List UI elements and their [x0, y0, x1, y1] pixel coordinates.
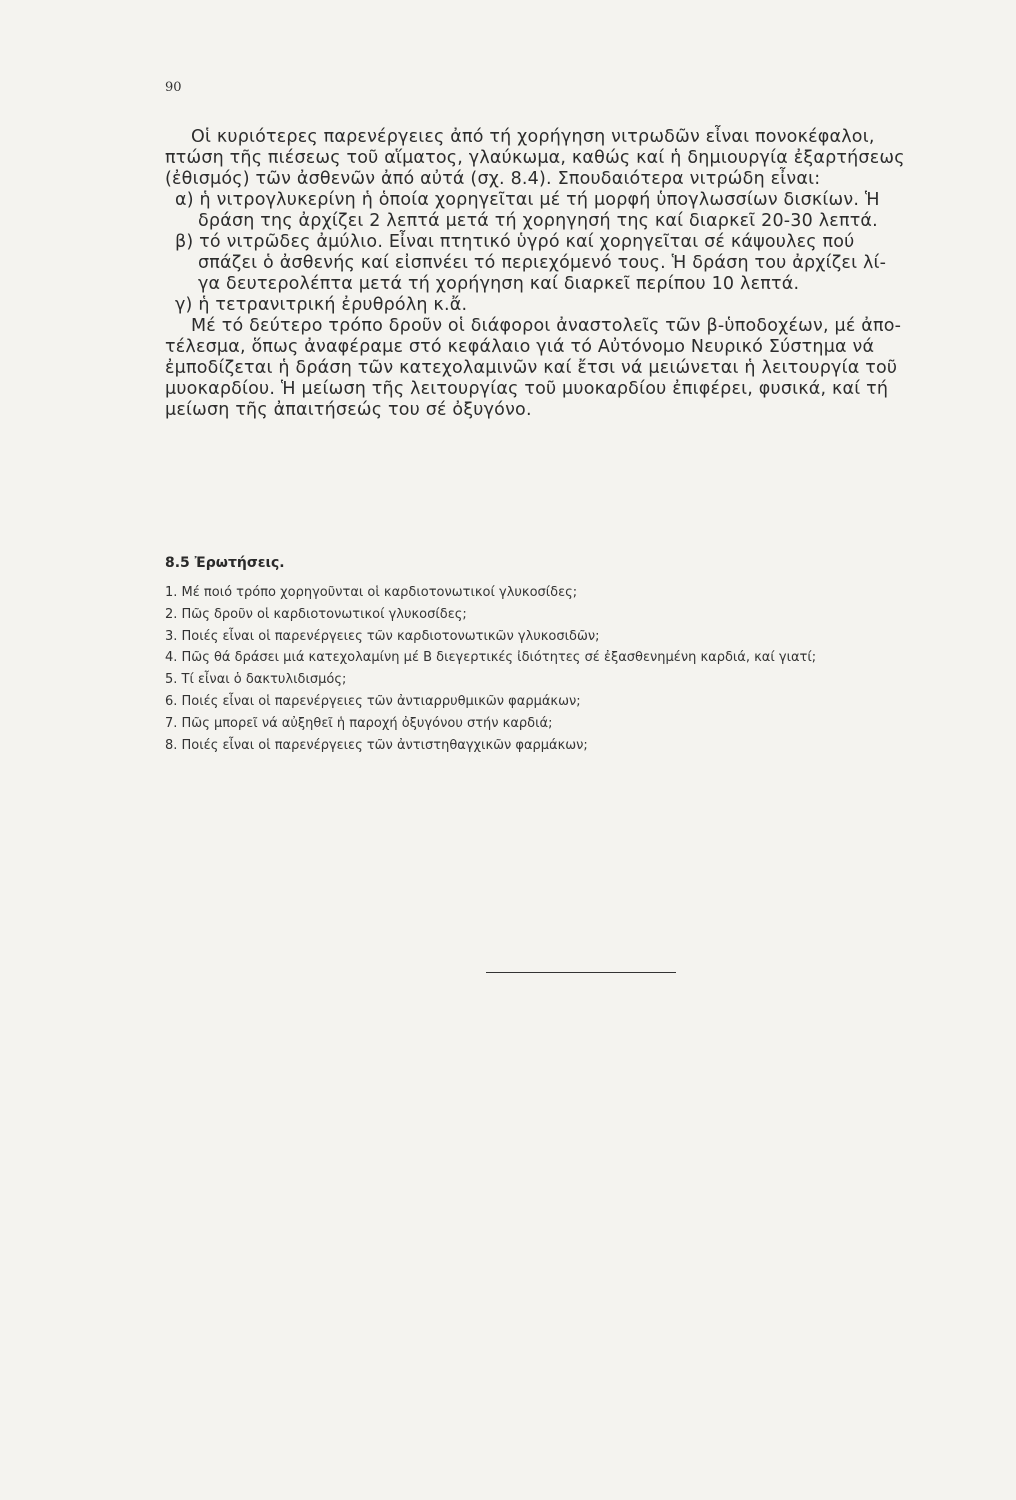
question-item: 5. Τί εἶναι ὁ δακτυλιδισμός; [165, 672, 347, 688]
question-item: 7. Πῶς μπορεῖ νά αὐξηθεῖ ἡ παροχή ὀξυγόνου στήν καρδιά; [165, 715, 553, 731]
end-divider [486, 972, 676, 973]
list-item-line: β) τό νιτρῶδες ἀμύλιο. Εἶναι πτητικό ὑγρό καί χορηγεῖται σέ κάψουλες πού [175, 232, 855, 252]
paragraph-line: τέλεσμα, ὅπως ἀναφέραμε στό κεφάλαιο γιά τό Αὐτόνομο Νευρικό Σύστημα νά [165, 337, 875, 357]
paragraph-line: Οἱ κυριότερες παρενέργειες ἀπό τή χορήγηση νιτρωδῶν εἶναι πονοκέφαλοι, [191, 127, 875, 147]
list-item-line: σπάζει ὁ ἀσθενής καί εἰσπνέει τό περιεχόμενό τους. Ἡ δράση του ἀρχίζει λί- [198, 253, 887, 273]
question-item: 8. Ποιές εἶναι οἱ παρενέργειες τῶν ἀντιστηθαγχικῶν φαρμάκων; [165, 737, 588, 753]
questions-list [165, 582, 985, 756]
list-item-line: γα δευτερολέπτα μετά τή χορήγηση καί διαρκεῖ περίπου 10 λεπτά. [198, 274, 800, 294]
section-heading: 8.5 Ἐρωτήσεις. [165, 555, 285, 571]
question-item: 4. Πῶς θά δράσει μιά κατεχολαμίνη μέ Β διεγερτικές ἰδιότητες σέ ἐξασθενημένη καρδιά, καί γιατί; [165, 650, 817, 666]
question-item: 2. Πῶς δροῦν οἱ καρδιοτονωτικοί γλυκοσίδες; [165, 606, 467, 622]
paragraph-line: (ἐθισμός) τῶν ἀσθενῶν ἀπό αὐτά (σχ. 8.4). Σπουδαιότερα νιτρώδη εἶναι: [165, 169, 821, 189]
list-item-line: δράση της ἀρχίζει 2 λεπτά μετά τή χορηγησή της καί διαρκεῖ 20-30 λεπτά. [198, 211, 878, 231]
question-item: 3. Ποιές εἶναι οἱ παρενέργειες τῶν καρδιοτονωτικῶν γλυκοσιδῶν; [165, 628, 600, 644]
paragraph-side-effects [165, 127, 985, 421]
paragraph-line: μείωση τῆς ἀπαιτήσεώς του σέ ὀξυγόνο. [165, 400, 532, 420]
paragraph-line: μυοκαρδίου. Ἡ μείωση τῆς λειτουργίας τοῦ μυοκαρδίου ἐπιφέρει, φυσικά, καί τή [165, 379, 889, 399]
paragraph-line: ἐμποδίζεται ἡ δράση τῶν κατεχολαμινῶν καί ἔτσι νά μειώνεται ἡ λειτουργία τοῦ [165, 358, 898, 378]
paragraph-line: πτώση τῆς πιέσεως τοῦ αἵματος, γλαύκωμα, καθώς καί ἡ δημιουργία ἐξαρτήσεως [165, 148, 905, 168]
list-item-line: γ) ἡ τετρανιτρική ἐρυθρόλη κ.ἄ. [175, 295, 468, 315]
question-item: 6. Ποιές εἶναι οἱ παρενέργειες τῶν ἀντιαρρυθμικῶν φαρμάκων; [165, 693, 581, 709]
page-number: 90 [165, 80, 182, 95]
paragraph-line: Μέ τό δεύτερο τρόπο δροῦν οἱ διάφοροι ἀναστολεῖς τῶν β-ὑποδοχέων, μέ ἀπο- [191, 316, 902, 336]
list-item-line: α) ἡ νιτρογλυκερίνη ἡ ὁποία χορηγεῖται μέ τή μορφή ὑπογλωσσίων δισκίων. Ἡ [175, 190, 880, 210]
question-item: 1. Μέ ποιό τρόπο χορηγοῦνται οἱ καρδιοτονωτικοί γλυκοσίδες; [165, 585, 578, 600]
